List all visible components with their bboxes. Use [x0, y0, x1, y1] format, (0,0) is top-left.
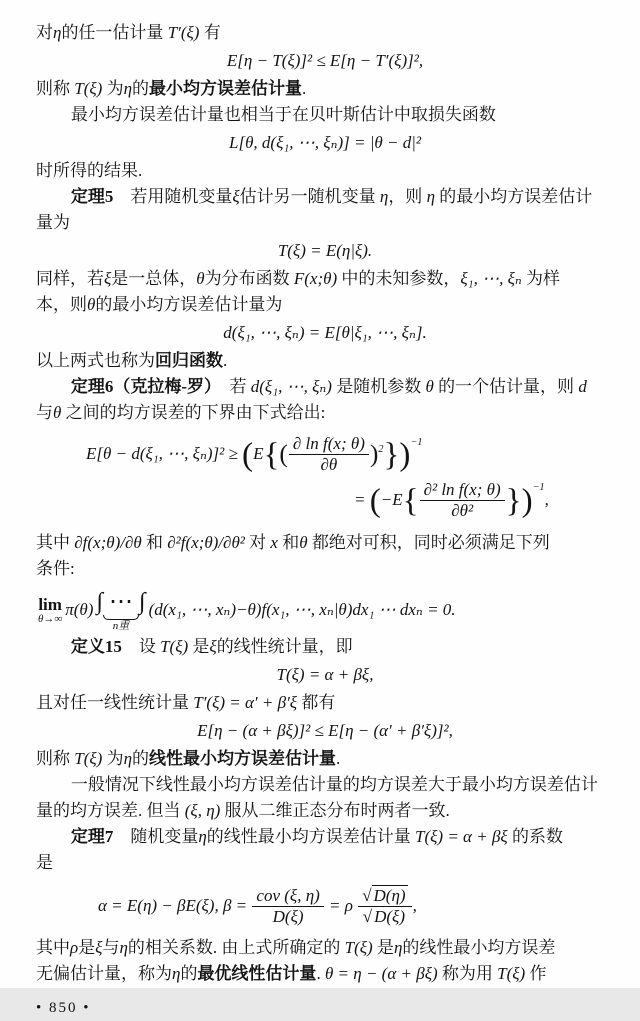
line-theorem7	[36, 824, 614, 850]
underbrace	[103, 615, 138, 620]
text-segment: .	[336, 748, 341, 768]
text-segment: η	[172, 964, 181, 984]
formula-conditional-expectation	[36, 238, 614, 264]
formula-part: π(θ)	[65, 599, 94, 619]
text-segment: θ	[299, 532, 308, 552]
line-l17	[36, 772, 614, 798]
formula-part: lim	[38, 594, 62, 614]
line-l03	[36, 102, 614, 128]
text-segment: 则称	[36, 79, 75, 98]
text-segment: 同样，若	[36, 269, 104, 288]
text-segment: θ	[53, 403, 62, 422]
text-segment: (ξ, η)	[184, 800, 221, 820]
text-segment: 是	[188, 636, 210, 656]
text-segment: η	[198, 826, 207, 846]
text-segment: 若用随机变量	[113, 187, 233, 206]
limit-condition-formula	[36, 590, 614, 632]
line-l01	[36, 20, 614, 46]
denominator	[358, 906, 411, 927]
text-segment: 量的均方误差. 但当	[36, 800, 185, 820]
text-segment: η	[426, 187, 435, 206]
text-segment: 无偏估计量，称为	[36, 964, 172, 984]
text-segment: ∂²f(x;θ)/∂θ²	[167, 532, 245, 552]
line-l09	[36, 348, 614, 374]
text-segment: ξ	[209, 636, 217, 656]
formula-part: −	[380, 489, 393, 509]
text-segment: 其中	[36, 938, 70, 958]
page-number: • 850 •	[36, 1000, 91, 1017]
denominator: D(ξ)	[252, 906, 323, 927]
close-paren: )	[369, 438, 379, 468]
text-segment: 线性最小均方误差估计量	[149, 748, 336, 768]
line-l21	[36, 935, 614, 961]
text-segment: E[η − (α + βξ)]² ≤ E[η − (α′ + β′ξ)]²,	[197, 720, 453, 740]
sqrt-fraction	[358, 886, 411, 928]
text-segment: 时所得的结果.	[36, 161, 143, 180]
numerator: cov (ξ, η)	[256, 885, 320, 905]
text-segment: ξ	[232, 187, 240, 206]
line-l11	[36, 400, 614, 426]
exponent: −1	[410, 436, 423, 448]
text-segment: 随机变量	[113, 826, 199, 846]
text-segment: 的最小均方误差估计	[435, 187, 593, 206]
line-l15	[36, 690, 614, 716]
text-segment: .	[302, 79, 307, 98]
integral-group	[96, 590, 145, 632]
text-segment: 和	[141, 532, 168, 552]
open-paren: (	[279, 438, 288, 468]
text-segment: x	[270, 532, 278, 552]
fraction	[420, 480, 505, 522]
text-segment: L[θ, d(ξ₁, ⋯, ξₙ)] = |θ − d|²	[229, 133, 421, 152]
text-segment: F(x;θ)	[293, 269, 338, 288]
formula-part: E[θ − d(ξ₁, ⋯, ξₙ)]² ≥	[86, 443, 243, 463]
line-l07	[36, 266, 614, 292]
text-segment: ρ	[70, 938, 79, 958]
cramer-rao-line2	[36, 480, 614, 522]
text-segment: d	[578, 377, 587, 396]
line-l04	[36, 158, 614, 184]
text-segment: 其中	[36, 532, 75, 552]
line-l20	[36, 850, 614, 876]
text-segment: T(ξ)	[497, 964, 526, 984]
line-definition15	[36, 634, 614, 660]
line-l22	[36, 961, 614, 987]
text-segment: 定理6（克拉梅-罗）	[70, 377, 213, 396]
text-segment: ξ	[104, 269, 112, 288]
text-segment: θ	[425, 377, 434, 396]
numerator	[358, 886, 411, 906]
text-segment: d(ξ₁, ⋯, ξₙ) = E[θ|ξ₁, ⋯, ξₙ].	[223, 323, 427, 342]
text-segment: η	[123, 79, 132, 98]
formula-part: ,	[544, 489, 549, 509]
text-segment: 且对任一线性统计量	[36, 692, 194, 712]
formula-part: α = E(η) − βE(ξ), β =	[98, 895, 252, 915]
text-segment: T(ξ)	[344, 938, 373, 958]
text-segment: 最优线性估计量	[197, 964, 317, 984]
text-segment: 的一个估计量，则	[433, 377, 579, 396]
numerator: ∂ ln f(x; θ)	[292, 434, 365, 453]
text-segment: 以上两式也称为	[36, 351, 155, 370]
text-segment: 的	[132, 748, 149, 768]
radical-sign: √	[362, 885, 372, 905]
open-brace: {	[263, 435, 280, 473]
text-segment: T(ξ)	[74, 748, 103, 768]
text-segment: 之间的均方误差的下界由下式给出:	[61, 403, 326, 422]
text-segment: ∂f(x;θ)/∂θ	[74, 532, 142, 552]
formula-linear-mse-inequality	[36, 718, 614, 744]
text-segment: 的线性统计量，即	[216, 636, 353, 656]
close-brace: }	[505, 481, 522, 519]
fraction	[289, 434, 369, 476]
close-paren: )	[521, 481, 533, 519]
text-segment: 对	[36, 23, 53, 42]
text-segment: 是随机参数	[331, 377, 426, 396]
formula-part: E	[392, 489, 403, 509]
text-segment: 是	[36, 852, 53, 872]
text-segment: 本，则	[36, 295, 87, 314]
limit-operator	[38, 596, 62, 625]
text-segment: η	[119, 938, 128, 958]
open-paren: (	[242, 435, 254, 473]
formula-mse-inequality	[36, 48, 614, 74]
cramer-rao-formula	[36, 434, 614, 522]
text-segment: θ = η − (α + βξ)	[324, 964, 438, 984]
text-segment: θ	[87, 295, 96, 314]
text-segment: T(ξ)	[74, 79, 103, 98]
underbrace-label: n重	[112, 619, 130, 632]
text-segment: ，则	[388, 187, 427, 206]
text-segment: 的最小均方误差估计量为	[95, 295, 283, 314]
text-segment: η	[379, 187, 389, 206]
text-segment: 服从二维正态分布时两者一致.	[220, 800, 450, 820]
text-segment: ξ₁, ⋯, ξₙ	[460, 269, 522, 288]
formula-part: (d(x₁, ⋯, xₙ)−θ)f(x₁, ⋯, xₙ|θ)dx₁ ⋯ dxₙ = 0.	[148, 599, 456, 619]
text-segment: 定理7	[70, 826, 114, 846]
text-segment: 回归函数	[155, 351, 223, 370]
text-segment: 有	[199, 23, 221, 42]
formula-regression	[36, 320, 614, 346]
open-paren: (	[369, 481, 381, 519]
exponent: −1	[532, 482, 545, 494]
text-segment: 的任一估计量	[61, 23, 168, 42]
text-segment: 与	[36, 403, 53, 422]
text-segment: 和	[277, 532, 300, 552]
text-segment: 是一总体，	[111, 269, 197, 288]
text-segment: 作	[525, 964, 547, 984]
text-segment: 量为	[36, 213, 70, 232]
text-segment: 与	[102, 938, 120, 958]
line-theorem6	[36, 374, 614, 400]
text-segment: 称为用	[437, 964, 498, 984]
line-l02	[36, 76, 614, 102]
text-segment: 都有	[297, 692, 336, 712]
text-segment: 若	[212, 377, 251, 396]
text-segment: ξ	[95, 938, 103, 958]
close-paren: )	[399, 435, 411, 473]
formula-part: = ρ	[324, 895, 358, 915]
fraction	[252, 886, 323, 928]
text-segment: 是	[372, 938, 394, 958]
line-l16	[36, 746, 614, 772]
text-segment: T(ξ) = α + βξ	[415, 826, 508, 846]
alpha-beta-formula	[36, 886, 614, 928]
text-segment: 的	[132, 79, 149, 98]
text-segment: 为分布函数	[204, 269, 294, 288]
text-segment: 都绝对可积，同时必须满足下列	[307, 532, 550, 552]
text-segment: 的相关系数. 由上式所确定的	[127, 938, 345, 958]
line-l13	[36, 556, 614, 582]
text-segment: 为样	[521, 269, 561, 288]
line-l08	[36, 292, 614, 318]
text-segment: 的	[180, 964, 198, 984]
exponent: 2	[378, 444, 384, 456]
radical-sign: √	[362, 906, 373, 926]
formula-linear-statistic	[36, 662, 614, 688]
numerator: ∂² ln f(x; θ)	[423, 479, 501, 499]
text-segment: .	[223, 351, 228, 370]
text-segment: T(ξ)	[160, 636, 189, 656]
text-segment: 中的未知参数，	[337, 269, 461, 288]
integral-signs: ∫ ⋯ ∫	[96, 588, 146, 615]
text-segment: 一般情况下线性最小均方误差估计量的均方误差大于最小均方误差估计	[70, 774, 598, 794]
text-segment: η	[123, 748, 132, 768]
line-l18	[36, 798, 614, 824]
text-segment: T′(ξ) = α′ + β′ξ	[193, 692, 298, 712]
text-segment: 为	[102, 79, 124, 98]
radicand: D(ξ)	[374, 906, 405, 926]
text-segment: 估计另一随机变量	[239, 187, 380, 206]
text-segment: 的线性最小均方误差	[402, 938, 556, 958]
text-segment: 定理5	[70, 187, 114, 206]
line-theorem5	[36, 184, 614, 210]
text-segment: 最小均方误差估计量	[149, 79, 302, 98]
radicand: D(η)	[373, 885, 406, 905]
limit-subscript: θ→∞	[38, 612, 63, 625]
text-segment: 则称	[36, 748, 75, 768]
text-segment: θ	[196, 269, 205, 288]
formula-loss-function	[36, 130, 614, 156]
text-segment: 对	[244, 532, 271, 552]
text-segment: T(ξ) = E(η|ξ).	[277, 241, 373, 260]
text-segment: η	[393, 938, 403, 958]
text-segment: 最小均方误差估计量也相当于在贝叶斯估计中取损失函数	[70, 105, 496, 124]
text-segment: 的系数	[507, 826, 563, 846]
line-l12	[36, 530, 614, 556]
close-brace: }	[383, 435, 400, 473]
line-l06	[36, 210, 614, 236]
formula-part: ,	[412, 895, 417, 915]
text-segment: d(ξ₁, ⋯, ξₙ)	[250, 377, 332, 396]
text-segment: T(ξ) = α + βξ,	[276, 664, 374, 684]
text-segment: 为	[102, 748, 124, 768]
open-brace: {	[402, 481, 419, 519]
text-segment: .	[316, 964, 325, 984]
text-segment: 设	[121, 636, 161, 656]
text-segment: η	[53, 23, 62, 42]
formula-part: =	[354, 489, 370, 509]
text-segment: 是	[78, 938, 96, 958]
text-segment: 定义15	[70, 636, 122, 656]
text-segment: 的线性最小均方误差估计量	[206, 826, 416, 846]
denominator: ∂θ	[289, 454, 369, 475]
formula-part: E	[253, 443, 264, 463]
text-segment: E[η − T(ξ)]² ≤ E[η − T′(ξ)]²,	[226, 51, 424, 70]
denominator: ∂θ²	[420, 500, 505, 521]
text-segment: T′(ξ)	[167, 23, 200, 42]
text-segment: 条件:	[36, 558, 75, 578]
cramer-rao-line1	[36, 434, 614, 476]
